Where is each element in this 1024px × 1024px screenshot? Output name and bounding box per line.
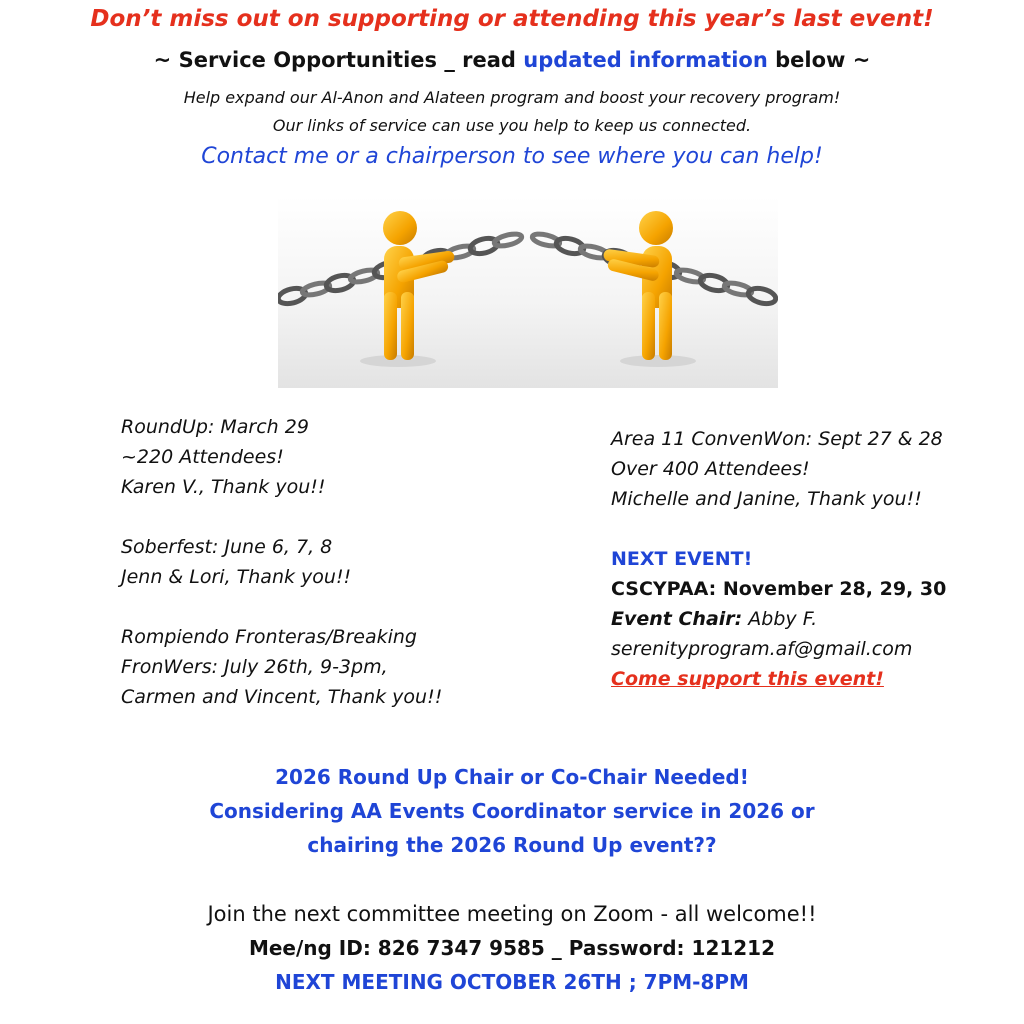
- chair-needed-line-2: Considering AA Events Coordinator service in 2026 or: [209, 799, 815, 823]
- roundup-attendees: ~220 Attendees!: [121, 446, 284, 468]
- roundup-thanks: Karen V., Thank you!!: [121, 476, 326, 498]
- links-of-service-line: Our links of service can use you help to keep us connected.: [272, 116, 752, 135]
- convention-attendees: Over 400 Attendees!: [611, 458, 810, 480]
- roundup-title: RoundUp: March 29: [121, 416, 309, 438]
- event-chair-email[interactable]: serenityprogram.af@gmail.com: [611, 638, 913, 660]
- next-event-block: [611, 544, 946, 694]
- convention-title: Area 11 ConvenWon: Sept 27 & 28: [611, 428, 943, 450]
- past-events-left: [121, 412, 442, 712]
- come-support-link[interactable]: Come support this event!: [611, 668, 884, 690]
- rompiendo-title-2: FronWers: July 26th, 9-3pm,: [121, 656, 388, 678]
- join-meeting-line: Join the next committee meeting on Zoom - all welcome!!: [207, 902, 817, 926]
- event-chair-name: Abby F.: [742, 608, 818, 630]
- contact-line: Contact me or a chairperson to see where you can help!: [201, 144, 823, 169]
- event-chair-label: Event Chair:: [611, 608, 743, 630]
- next-event-name: CSCYPAA: November 28, 29, 30: [611, 578, 947, 600]
- soberfest-thanks: Jenn & Lori, Thank you!!: [121, 566, 352, 588]
- headline: Don’t miss out on supporting or attending this year’s last event!: [90, 6, 934, 32]
- chair-needed-block: [0, 760, 1024, 862]
- two-figures-pulling-chain-icon: [278, 196, 778, 388]
- chair-needed-line-1: 2026 Round Up Chair or Co-Chair Needed!: [275, 765, 749, 789]
- expand-program-line: Help expand our Al-Anon and Alateen program and boost your recovery program!: [183, 88, 841, 107]
- service-prefix: ~ Service Opportunities _ read: [153, 48, 524, 72]
- soberfest-title: Soberfest: June 6, 7, 8: [121, 536, 333, 558]
- service-opportunities-line: [0, 48, 1024, 72]
- meeting-id-line: Mee/ng ID: 826 7347 9585 _ Password: 121212: [248, 936, 776, 960]
- chair-needed-line-3: chairing the 2026 Round Up event??: [307, 833, 717, 857]
- service-suffix: below ~: [767, 48, 871, 72]
- convention-thanks: Michelle and Janine, Thank you!!: [611, 488, 922, 510]
- rompiendo-thanks: Carmen and Vincent, Thank you!!: [121, 686, 443, 708]
- updated-information-highlight: updated information: [523, 48, 768, 72]
- next-meeting-line: NEXT MEETING OCTOBER 26TH ; 7PM-8PM: [275, 970, 749, 994]
- past-events-right: [611, 424, 943, 514]
- next-event-heading: NEXT EVENT!: [611, 548, 753, 570]
- event-chair-line: [611, 604, 946, 634]
- rompiendo-title-1: Rompiendo Fronteras/Breaking: [121, 626, 417, 648]
